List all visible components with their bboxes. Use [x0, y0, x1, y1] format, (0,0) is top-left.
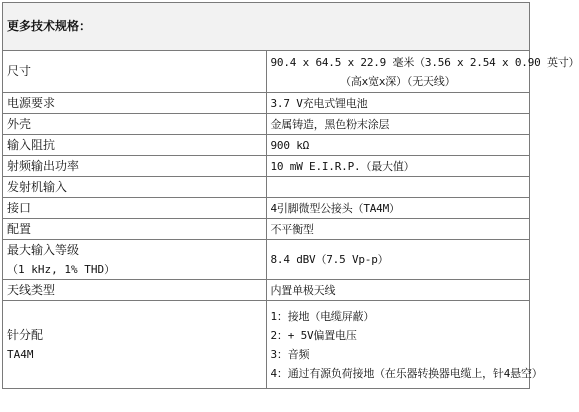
table-title-row	[3, 3, 530, 51]
row-label: 电源要求	[3, 93, 267, 114]
row-value: 不平衡型	[266, 219, 530, 240]
row-label: 射频输出功率	[3, 156, 267, 177]
table-row	[3, 301, 530, 389]
row-value: 内置单极天线	[266, 280, 530, 301]
table-row	[3, 198, 530, 219]
row-label-line: （1 kHz, 1% THD）	[7, 262, 116, 276]
row-label	[3, 301, 267, 389]
row-value: 8.4 dBV（7.5 Vp-p）	[266, 240, 530, 280]
pin-assignment-line: 1：接地（电缆屏蔽）	[270, 309, 375, 323]
row-label-line: TA4M	[7, 347, 34, 361]
pin-assignment-line: 4：通过有源负荷接地（在乐器转换器电缆上，针4悬空）	[270, 366, 543, 380]
row-label: 配置	[3, 219, 267, 240]
row-value-line: 90.4 x 64.5 x 22.9 毫米（3.56 x 2.54 x 0.90 英寸）	[270, 55, 579, 69]
table-row	[3, 93, 530, 114]
row-value: 金属铸造，黑色粉末涂层	[266, 114, 530, 135]
table-row	[3, 156, 530, 177]
table-row	[3, 240, 530, 280]
row-value: 10 mW E.I.R.P.（最大值）	[266, 156, 530, 177]
row-value	[266, 177, 530, 198]
row-value	[266, 301, 543, 389]
row-label: 天线类型	[3, 280, 267, 301]
row-label-line: 针分配	[7, 327, 44, 342]
table-row	[3, 114, 530, 135]
spec-table	[2, 2, 579, 389]
table-row	[3, 51, 530, 93]
row-value	[266, 51, 579, 93]
table-title: 更多技术规格：	[3, 3, 530, 51]
table-row	[3, 219, 530, 240]
row-label: 发射机输入	[3, 177, 267, 198]
row-label: 输入阻抗	[3, 135, 267, 156]
row-value: 3.7 V充电式锂电池	[266, 93, 530, 114]
table-row	[3, 280, 530, 301]
pin-assignment-line: 3：音频	[270, 347, 310, 361]
row-value: 900 kΩ	[266, 135, 530, 156]
spec-table-container	[2, 2, 579, 389]
row-value-line: （高x宽x深）（无天线）	[340, 74, 456, 88]
pin-assignment-line: 2：+ 5V偏置电压	[270, 328, 357, 342]
row-label: 外壳	[3, 114, 267, 135]
table-row	[3, 177, 530, 198]
row-value: 4引脚微型公接头（TA4M）	[266, 198, 530, 219]
row-label	[3, 240, 267, 280]
table-row	[3, 135, 530, 156]
row-label: 尺寸	[3, 51, 267, 93]
row-label-line: 最大输入等级	[7, 242, 80, 257]
row-label: 接口	[3, 198, 267, 219]
